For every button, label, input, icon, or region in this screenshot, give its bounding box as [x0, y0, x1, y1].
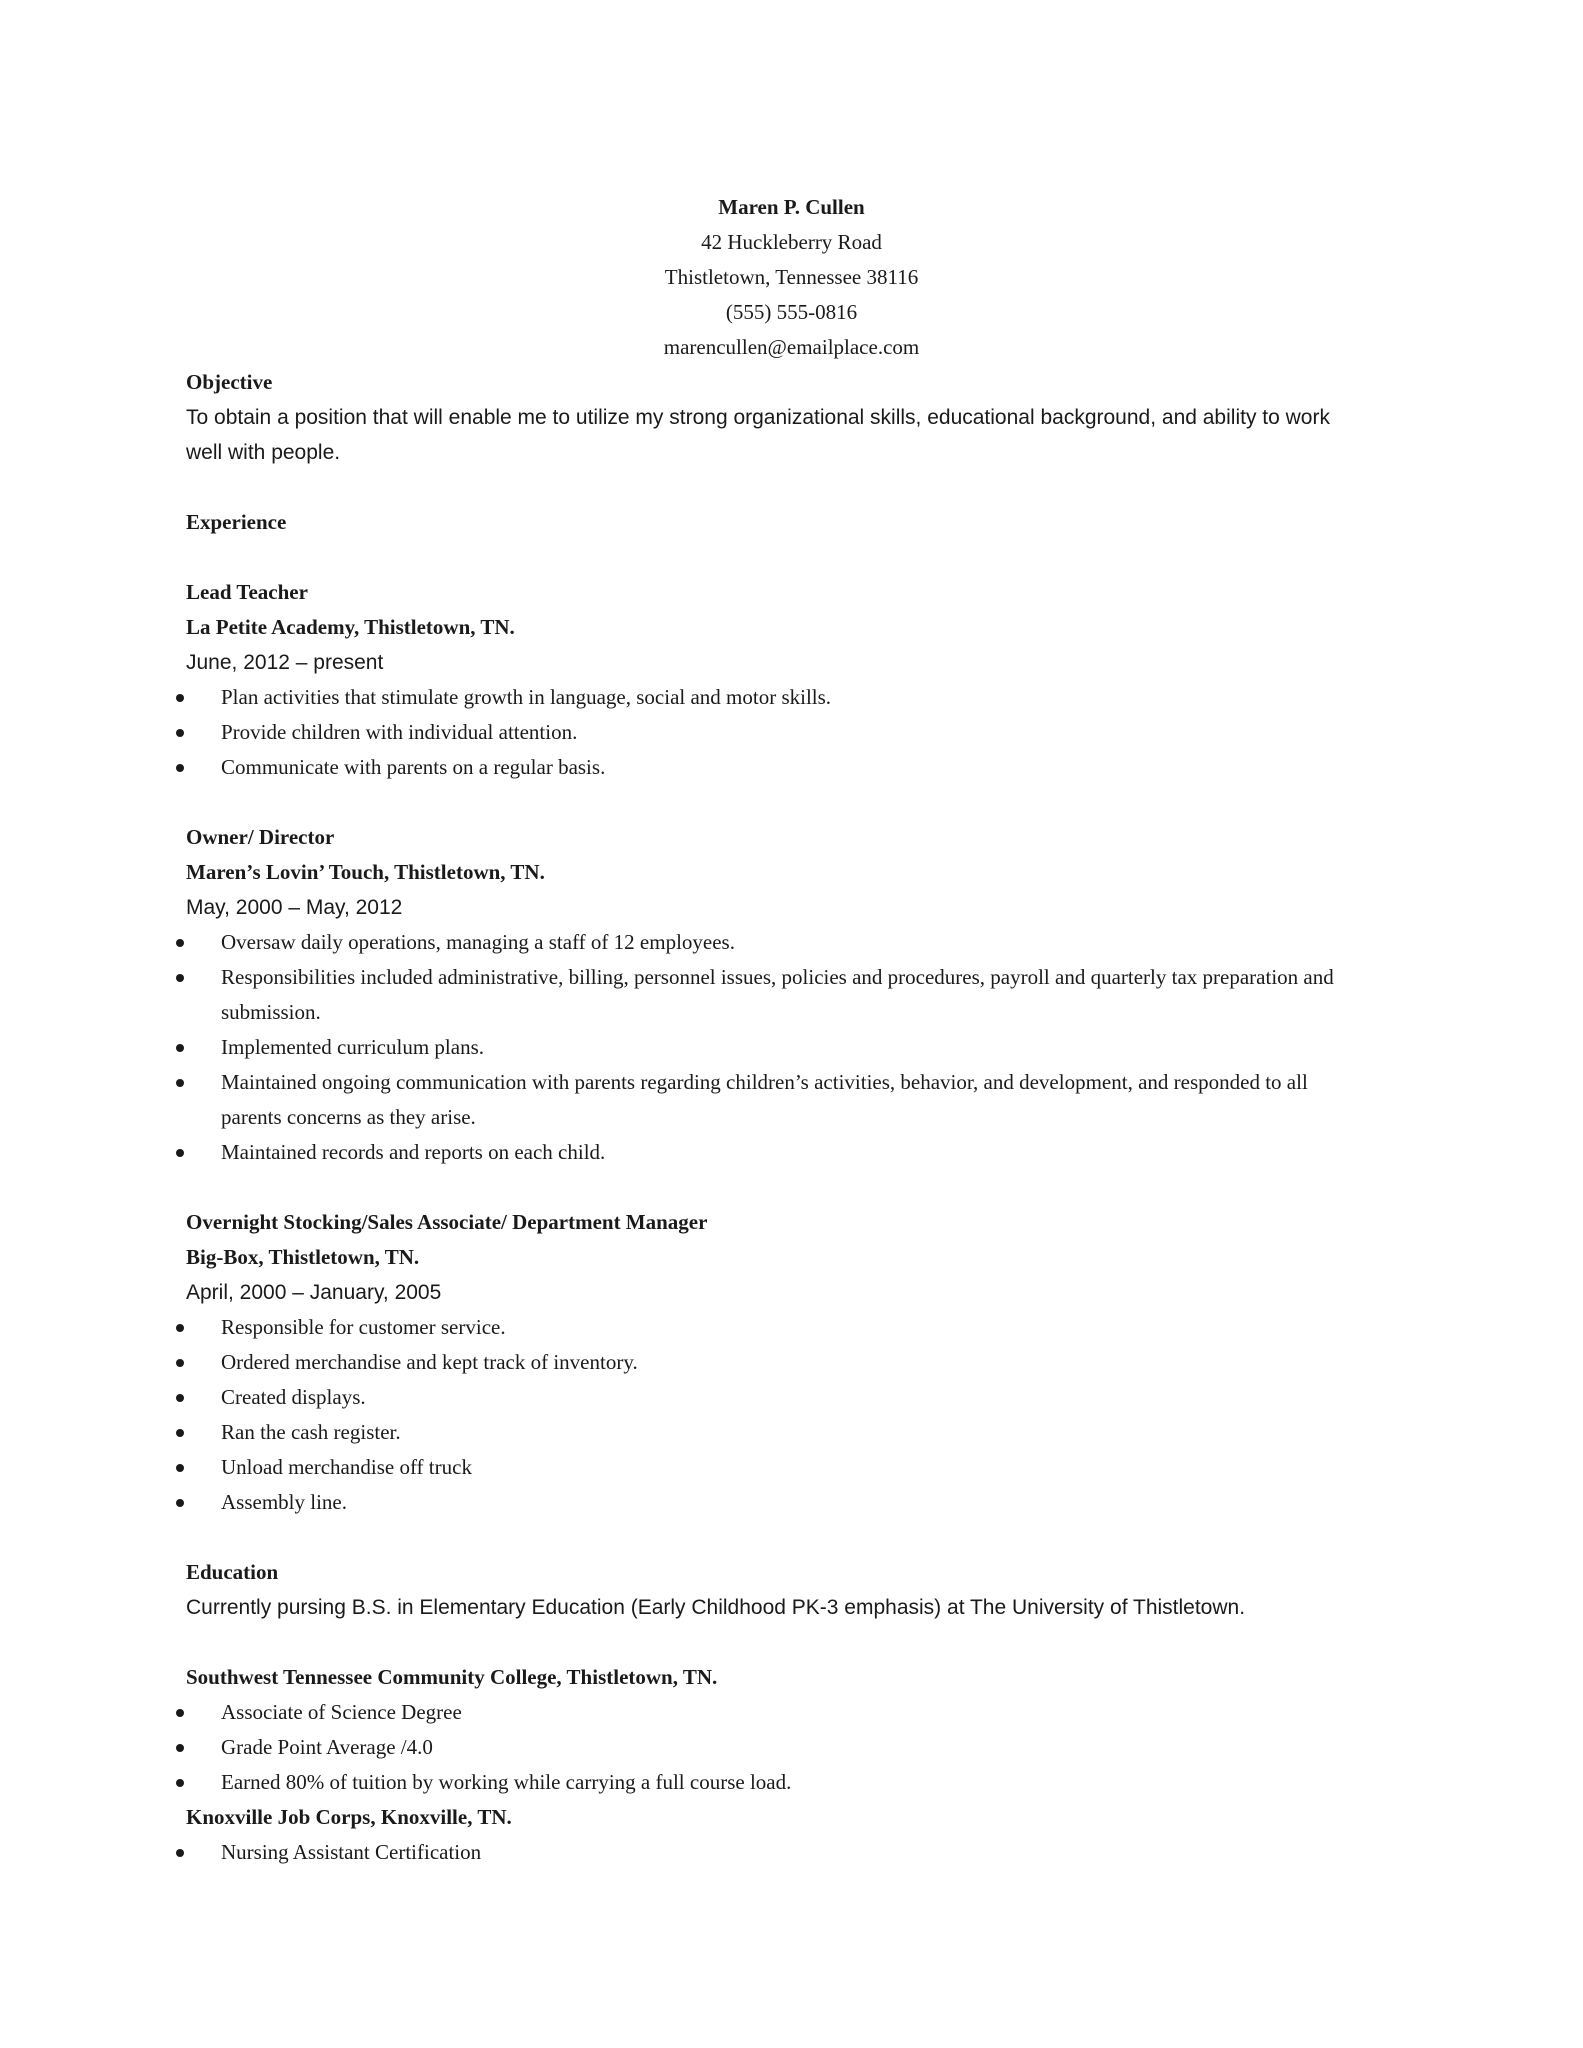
bullet-text: Implemented curriculum plans.: [221, 1035, 485, 1059]
bullet-icon: [176, 1849, 184, 1857]
bullet-text: Responsibilities included administrative, billing, personnel issues, policies and procedures, payroll and quarterly tax preparation and submission.: [221, 965, 1334, 1024]
objective-heading: Objective: [186, 370, 273, 394]
job-bullet-list: [186, 680, 1386, 785]
bullet-icon: [176, 974, 184, 982]
job-dates: June, 2012 – present: [186, 651, 384, 674]
bullet-text: Assembly line.: [221, 1490, 347, 1514]
school-entry: [186, 1660, 1386, 1800]
bullet-text: Unload merchandise off truck: [221, 1455, 472, 1479]
list-item: [186, 680, 1386, 715]
bullet-icon: [176, 729, 184, 737]
list-item: [186, 960, 1366, 1030]
list-item: [186, 1380, 1386, 1415]
job-employer: Maren’s Lovin’ Touch, Thistletown, TN.: [186, 860, 545, 884]
bullet-icon: [176, 694, 184, 702]
school-bullet-list: [186, 1835, 1386, 1870]
bullet-icon: [176, 939, 184, 947]
job-entry: [186, 1205, 1386, 1520]
bullet-text: Ran the cash register.: [221, 1420, 401, 1444]
job-employer: Big-Box, Thistletown, TN.: [186, 1245, 420, 1269]
list-item: [186, 925, 1366, 960]
bullet-icon: [176, 1779, 184, 1787]
job-dates: April, 2000 – January, 2005: [186, 1281, 442, 1304]
bullet-text: Grade Point Average /4.0: [221, 1735, 433, 1759]
school-entry: [186, 1800, 1386, 1870]
bullet-text: Nursing Assistant Certification: [221, 1840, 482, 1864]
education-text: Currently pursing B.S. in Elementary Education (Early Childhood PK-3 emphasis) at The University of Thistletown.: [186, 1596, 1246, 1619]
job-title: Overnight Stocking/Sales Associate/ Department Manager: [186, 1210, 708, 1234]
bullet-icon: [176, 1324, 184, 1332]
list-item: [186, 1135, 1366, 1170]
list-item: [186, 1065, 1366, 1135]
bullet-text: Ordered merchandise and kept track of inventory.: [221, 1350, 638, 1374]
bullet-text: Responsible for customer service.: [221, 1315, 506, 1339]
email-address: marencullen@emailplace.com: [663, 335, 920, 359]
school-name: Southwest Tennessee Community College, Thistletown, TN.: [186, 1665, 718, 1689]
job-dates: May, 2000 – May, 2012: [186, 896, 403, 919]
school-bullet-list: [186, 1695, 1386, 1800]
list-item: [186, 1485, 1386, 1520]
bullet-text: Maintained ongoing communication with parents regarding children’s activities, behavior, and development, and responded to all parents concerns as they arise.: [221, 1070, 1308, 1129]
list-item: [186, 715, 1386, 750]
list-item: [186, 1730, 1386, 1765]
education-heading: Education: [186, 1560, 279, 1584]
bullet-text: Plan activities that stimulate growth in language, social and motor skills.: [221, 685, 832, 709]
bullet-icon: [176, 1079, 184, 1087]
list-item: [186, 1835, 1386, 1870]
bullet-icon: [176, 1499, 184, 1507]
job-bullet-list: [186, 1310, 1386, 1520]
resume-body: [186, 365, 1386, 1870]
bullet-text: Oversaw daily operations, managing a staff of 12 employees.: [221, 930, 735, 954]
job-bullet-list: [186, 925, 1366, 1170]
list-item: [186, 1415, 1386, 1450]
bullet-text: Communicate with parents on a regular basis.: [221, 755, 606, 779]
phone-number: (555) 555-0816: [725, 300, 858, 324]
list-item: [186, 1345, 1386, 1380]
bullet-icon: [176, 1464, 184, 1472]
bullet-icon: [176, 1149, 184, 1157]
job-title: Lead Teacher: [186, 580, 308, 604]
job-entry: [186, 820, 1386, 1170]
bullet-text: Created displays.: [221, 1385, 366, 1409]
bullet-icon: [176, 1044, 184, 1052]
job-employer: La Petite Academy, Thistletown, TN.: [186, 615, 515, 639]
job-entry: [186, 575, 1386, 785]
bullet-text: Provide children with individual attention.: [221, 720, 578, 744]
bullet-icon: [176, 1359, 184, 1367]
list-item: [186, 750, 1386, 785]
bullet-icon: [176, 764, 184, 772]
bullet-icon: [176, 1744, 184, 1752]
objective-text: To obtain a position that will enable me to utilize my strong organizational skills, educational background, and ability to work well with people.: [186, 406, 1330, 464]
bullet-text: Earned 80% of tuition by working while carrying a full course load.: [221, 1770, 792, 1794]
bullet-text: Maintained records and reports on each child.: [221, 1140, 606, 1164]
list-item: [186, 1030, 1366, 1065]
experience-heading: Experience: [186, 510, 287, 534]
school-name: Knoxville Job Corps, Knoxville, TN.: [186, 1805, 512, 1829]
street-address: 42 Huckleberry Road: [701, 230, 882, 254]
city-state-zip: Thistletown, Tennessee 38116: [664, 265, 919, 289]
list-item: [186, 1310, 1386, 1345]
bullet-icon: [176, 1429, 184, 1437]
bullet-text: Associate of Science Degree: [221, 1700, 462, 1724]
contact-header: [0, 190, 1583, 365]
list-item: [186, 1765, 1386, 1800]
bullet-icon: [176, 1709, 184, 1717]
job-title: Owner/ Director: [186, 825, 335, 849]
applicant-name: Maren P. Cullen: [718, 195, 865, 219]
list-item: [186, 1695, 1386, 1730]
list-item: [186, 1450, 1386, 1485]
bullet-icon: [176, 1394, 184, 1402]
